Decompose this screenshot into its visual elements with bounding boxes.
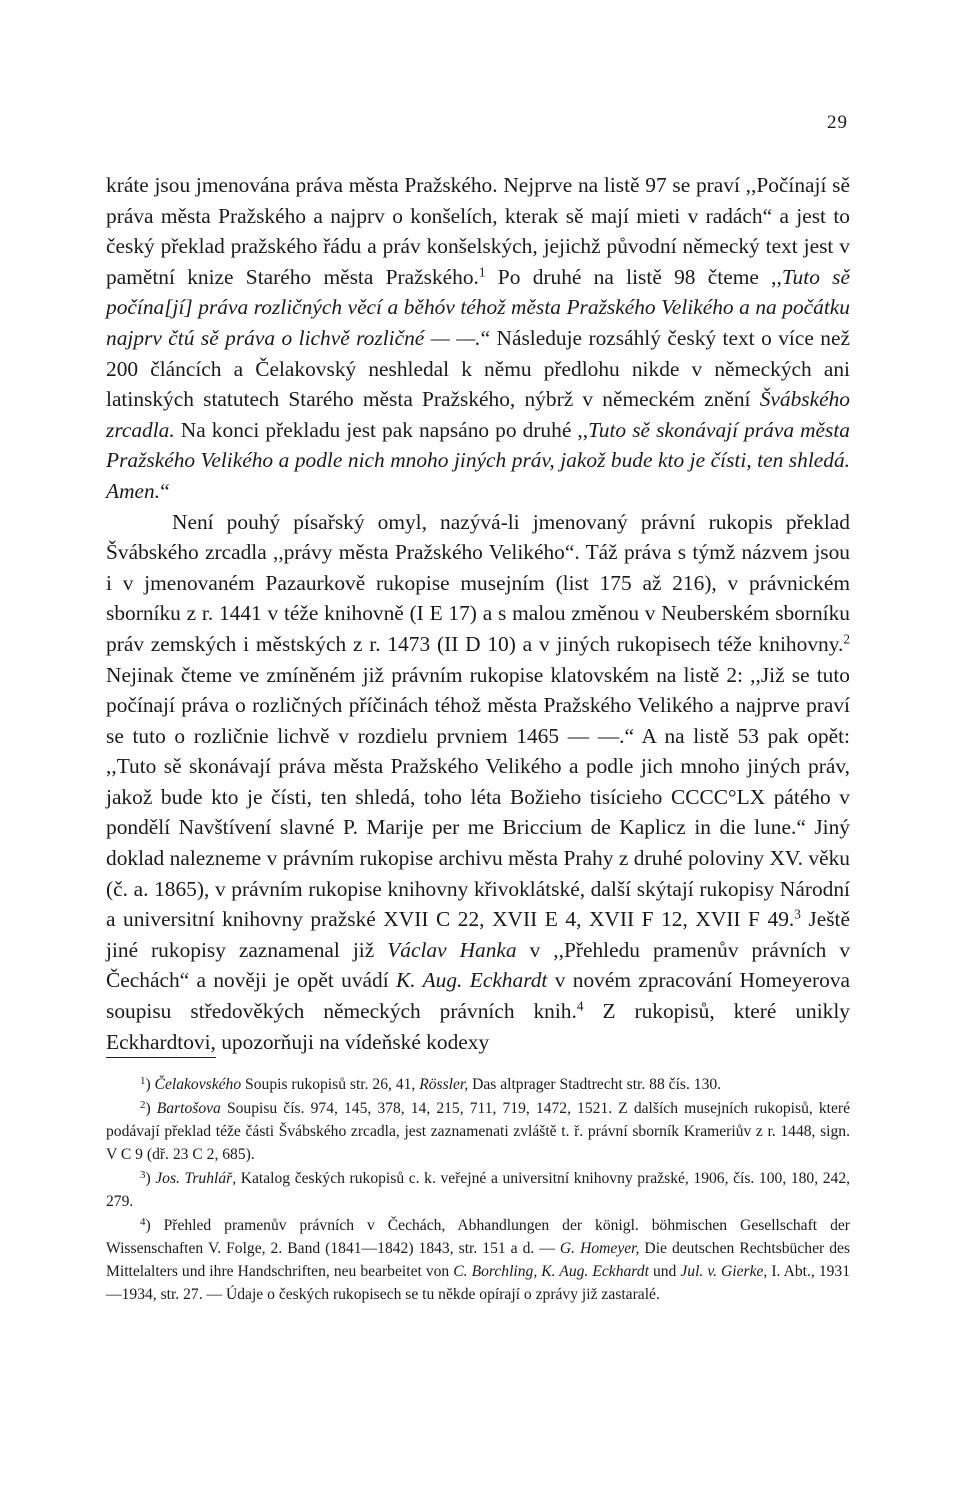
italic-text: Rössler,: [419, 1076, 469, 1093]
footnote: [106, 1097, 850, 1166]
italic-text: K. Aug. Eckhardt: [396, 968, 548, 993]
text-run: Není pouhý písařský omyl, nazývá-li jmenovaný právní rukopis překlad Švábského zrcadla ,,právy města Pražského Velikého“. Táž práva s týmž názvem jsou i v jmenovaném Pazaurkově rukopise musejním (list 175 až 216), v právnickém sborníku z r. 1441 v téže knihovně (I E 17) a s malou změnou v Neuberském sborníku práv zemských i městských z r. 1473 (II D 10) a v jiných rukopisech téže knihovny.: [106, 509, 850, 656]
text-run: Soupisu čís. 974, 145, 378, 14, 215, 711, 719, 1472, 1521. Z dalších musejních rukopisů, které podávají překlad téže části Švábského zrcadla, jest zaznamenati zvláště t. ř. právní sborník Krameriův z r. 1448, sign. V C 9 (dř. 23 C 2, 685).: [106, 1100, 851, 1163]
text-run: Das altprager Stadtrecht str. 88 čís. 130.: [468, 1076, 722, 1093]
text-run: Soupis rukopisů str. 26, 41,: [241, 1076, 420, 1093]
footnote: [106, 1073, 850, 1096]
text-run: ): [145, 1100, 157, 1117]
italic-text: Bartošova: [156, 1100, 221, 1117]
footnote-reference: 4: [576, 998, 584, 1014]
paragraph: [106, 170, 850, 507]
text-run: Po druhé na listě 98 čteme ,,: [485, 264, 782, 289]
text-run: Nejinak čteme ve zmíněném již právním rukopise klatovském na listě 2: ,,Již se tuto počínají práva o rozličných příčinách téhož města Pražského Velikého a najprve praví se tuto o rozličnie lichvě v rozdielu prvniem 1465 — —.“ A na listě 53 pak opět: ,,Tuto sě skonávají práva města Pražského Velikého a podle jich mnoho jiných práv, jakož bude kto je čísti, ten shledá, toho léta Božieho tisícieho CCCC°LX pátého v pondělí Navštívení slavné P. Marije per me Briccium de Kaplicz in die lune.“ Jiný doklad nalezneme v právním rukopise archivu města Prahy z druhé poloviny XV. věku (č. a. 1865), v právním rukopise knihovny křivoklátské, další skýtají rukopisy Národní a universitní knihovny pražské XVII C 22, XVII E 4, XVII F 12, XVII F 49.: [106, 662, 850, 932]
text-run: Ještě jiné rukopisy zaznamenal již: [106, 907, 850, 962]
footnote-reference: 2: [843, 631, 850, 647]
italic-text: C. Borchling, K. Aug. Eckhardt: [453, 1263, 649, 1280]
footnotes: [106, 1073, 850, 1307]
italic-text: Václav Hanka: [387, 937, 517, 962]
page-number: 29: [827, 112, 848, 133]
footnote: [106, 1167, 850, 1213]
text-run: Die deutschen Rechtsbücher des Mittelalters und ihre Handschriften, neu bearbeitet von: [106, 1240, 850, 1280]
text-run: Katalog českých rukopisů c. k. veřejné a universitní knihovny pražské, 1906, čís. 100, 180, 242, 279.: [106, 1170, 851, 1210]
text-run: “: [160, 478, 170, 503]
italic-text: Jos. Truhlář,: [155, 1170, 237, 1187]
text-run: I. Abt., 1931—1934, str. 27. — Údaje o českých rukopisech se tu někde opírají o zprávy již zastaralé.: [106, 1263, 851, 1303]
text-run: kráte jsou jmenována práva města Pražského. Nejprve na listě 97 se praví ,,Počínají sě práva města Pražského a najprv o konšelích, kterak sě mají mieti v radách“ a jest to český překlad pražského řádu a práv konšelských, jejichž původní německý text jest v pamětní knize Starého města Pražského.: [106, 173, 850, 289]
italic-text: Tuto sě skonávají práva města Pražského Velikého a podle nich mnoho jiných práv, jakož bude kto je čísti, ten shledá. Amen.: [106, 417, 850, 503]
italic-text: Tuto sě počína[jí] práva rozličných věcí a běhóv téhož města Pražského Velikého a na počátku najprv čtú sě práva o lichvě rozličné — —.: [106, 264, 851, 350]
footnote-number: 4: [140, 1216, 146, 1229]
text-run: ): [145, 1170, 156, 1187]
italic-text: Čelakovského: [154, 1076, 242, 1093]
text-run: ): [145, 1076, 155, 1093]
footnote-reference: 1: [478, 264, 486, 280]
text-run: Z rukopisů, které unikly Eckhardtovi, upozorňuji na vídeňské kodexy: [106, 999, 851, 1054]
text-run: v novém zpracování Homeyerova soupisu středověkých německých právních knih.: [106, 968, 851, 1024]
main-text: [106, 170, 850, 1057]
footnote-number: 2: [140, 1099, 146, 1112]
italic-text: Švábského zrcadla.: [106, 387, 850, 442]
text-run: “ Následuje rozsáhlý český text o více než 200 článcích a Čelakovský neshledal k němu předlohu nikde v německých ani latinských statutech Starého města Pražského, nýbrž v německém znění: [106, 325, 850, 412]
paragraph: [106, 507, 850, 1058]
text-run: v ,,Přehledu pramenův právních v Čechách“ a nověji je opět uvádí: [106, 937, 851, 993]
footnote-reference: 3: [794, 906, 801, 922]
italic-text: G. Homeyer,: [559, 1240, 640, 1257]
footnote-number: 1: [140, 1075, 146, 1088]
footnote-number: 3: [140, 1169, 146, 1182]
footnote: [106, 1214, 850, 1306]
footnote-separator: [106, 1057, 216, 1058]
text-run: und: [648, 1263, 681, 1280]
italic-text: Jul. v. Gierke,: [680, 1263, 768, 1280]
text-run: ) Přehled pramenův právních v Čechách, Abhandlungen der königl. böhmischen Gesellschaft der Wissenschaften V. Folge, 2. Band (1841—1842) 1843, str. 151 a d. —: [106, 1217, 850, 1257]
text-run: Na konci překladu jest pak napsáno po druhé ,,: [174, 417, 589, 442]
